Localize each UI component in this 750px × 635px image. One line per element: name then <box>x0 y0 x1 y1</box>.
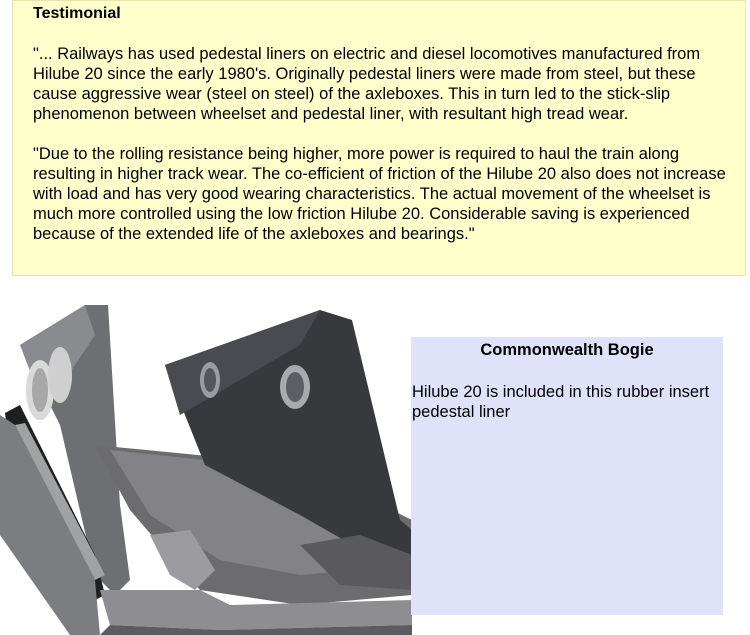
info-box-title: Commonwealth Bogie <box>480 341 654 359</box>
info-box <box>411 337 723 615</box>
testimonial-quote-2: "Due to the rolling resistance being higher, more power is required to haul the train along resulting in higher track wear. The co-efficient of friction of the Hilube 20 also does not increase with load and has very good wearing characteristics. The actual movement of the wheelset is much more controlled using the low friction Hilube 20. Considerable saving is experienced because of the extended life of the axleboxes and bearings." <box>33 145 726 243</box>
info-box-text: Hilube 20 is included in this rubber insert pedestal liner <box>412 383 710 421</box>
pedestal-liner-photo <box>0 305 412 635</box>
testimonial-box <box>12 0 746 276</box>
testimonial-title: Testimonial <box>33 5 121 22</box>
testimonial-quote-1: "... Railways has used pedestal liners on electric and diesel locomotives manufactured from Hilube 20 since the early 1980's. Originally pedestal liners were made from steel, but these cause aggressive wear (steel on steel) of the axleboxes. This in turn led to the stick-slip phenomenon between wheelset and pedestal liner, with resultant high tread wear. <box>33 45 701 123</box>
